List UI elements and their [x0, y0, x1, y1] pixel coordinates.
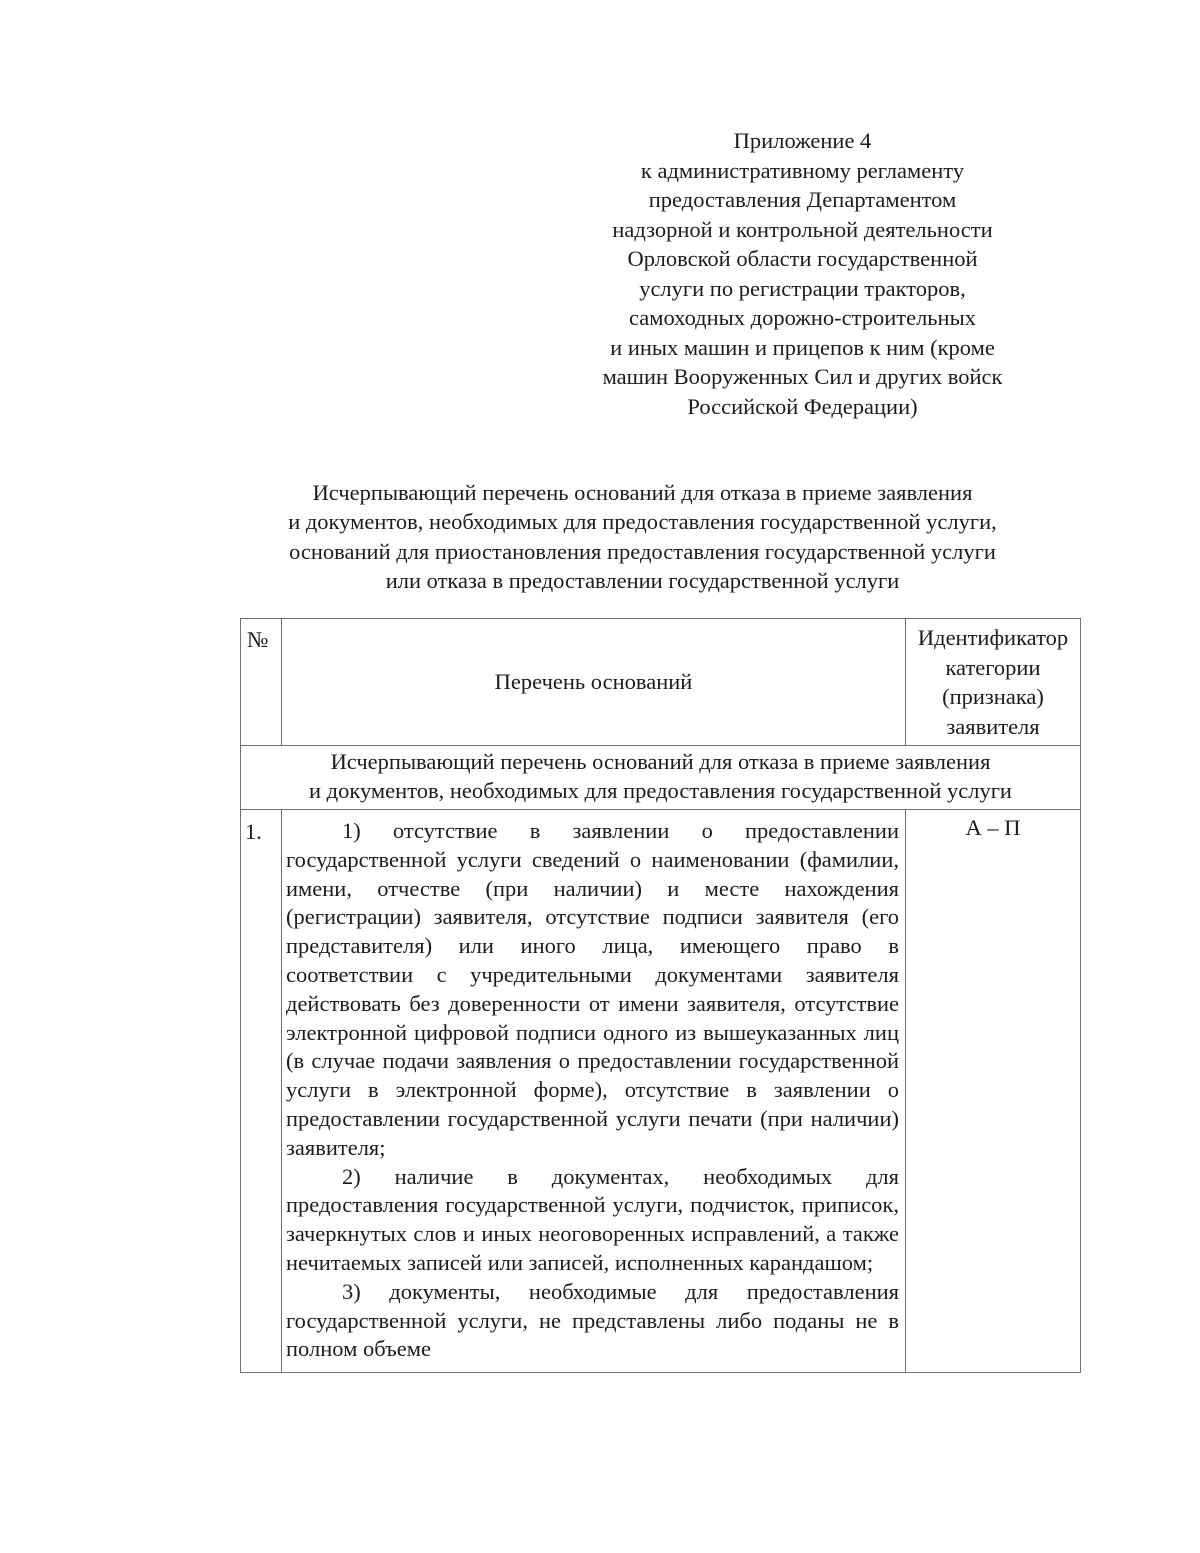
- appendix-line: Российской Федерации): [687, 393, 918, 419]
- row-identifier: А – П: [906, 810, 1081, 1373]
- header-grounds: Перечень оснований: [282, 619, 906, 746]
- ground-item: 1) отсутствие в заявлении о предоставлении государственной услуги сведений о наименовании (фамилии, имени, отчестве (при наличии) и месте нахождения (регистрации) заявителя, отсутствие подписи заявителя (его представителя) или иного лица, имеющего право в соответствии с учредительными документами заявителя действовать без доверенности от имени заявителя, отсутствие электронной цифровой подписи одного из вышеуказанных лиц (в случае подачи заявления о предоставлении государственной услуги в электронной форме), отсутствие в заявлении о предоставлении государственной услуги печати (при наличии) заявителя;: [286, 818, 899, 1160]
- header-identifier: Идентификатор категории (признака) заявителя: [906, 619, 1081, 746]
- appendix-line: Приложение 4: [733, 128, 872, 153]
- appendix-line: предоставления Департаментом: [648, 187, 957, 212]
- section-row: [241, 746, 1081, 810]
- title-line: оснований для приостановления предоставления государственной услуги: [289, 538, 996, 564]
- grounds-table: [240, 618, 1081, 1373]
- appendix-line: и иных машин и прицепов к ним (кроме: [610, 334, 995, 360]
- table-row: [241, 810, 1081, 1373]
- appendix-line: услуги по регистрации тракторов,: [639, 275, 966, 301]
- header-number: №: [241, 619, 282, 746]
- appendix-line: Орловской области государственной: [627, 246, 978, 271]
- section-line: Исчерпывающий перечень оснований для отказа в приеме заявления: [330, 749, 991, 774]
- section-line: и документов, необходимых для предоставления государственной услуги: [309, 777, 1012, 803]
- document-title: [210, 478, 1075, 595]
- appendix-line: машин Вооруженных Сил и других войск: [602, 364, 1003, 389]
- title-line: или отказа в предоставлении государственной услуги: [385, 567, 900, 593]
- ground-item: 3) документы, необходимые для предоставления государственной услуги, не представлены либо поданы не в полном объеме: [286, 1278, 899, 1362]
- title-line: Исчерпывающий перечень оснований для отказа в приеме заявления: [312, 480, 973, 505]
- appendix-caption: [555, 126, 1050, 421]
- appendix-line: к административному регламенту: [640, 157, 965, 183]
- title-line: и документов, необходимых для предоставления государственной услуги,: [288, 509, 997, 535]
- section-heading: [241, 746, 1081, 810]
- row-grounds: [282, 810, 906, 1373]
- ground-item: 2) наличие в документах, необходимых для предоставления государственной услуги, подчисток, приписок, зачеркнутых слов и иных неоговоренных исправлений, а также нечитаемых записей или записей, исполненных карандашом;: [286, 1163, 899, 1275]
- row-number: 1.: [241, 810, 282, 1373]
- table-header-row: [241, 619, 1081, 746]
- appendix-line: надзорной и контрольной деятельности: [612, 216, 993, 242]
- appendix-line: самоходных дорожно-строительных: [629, 305, 976, 330]
